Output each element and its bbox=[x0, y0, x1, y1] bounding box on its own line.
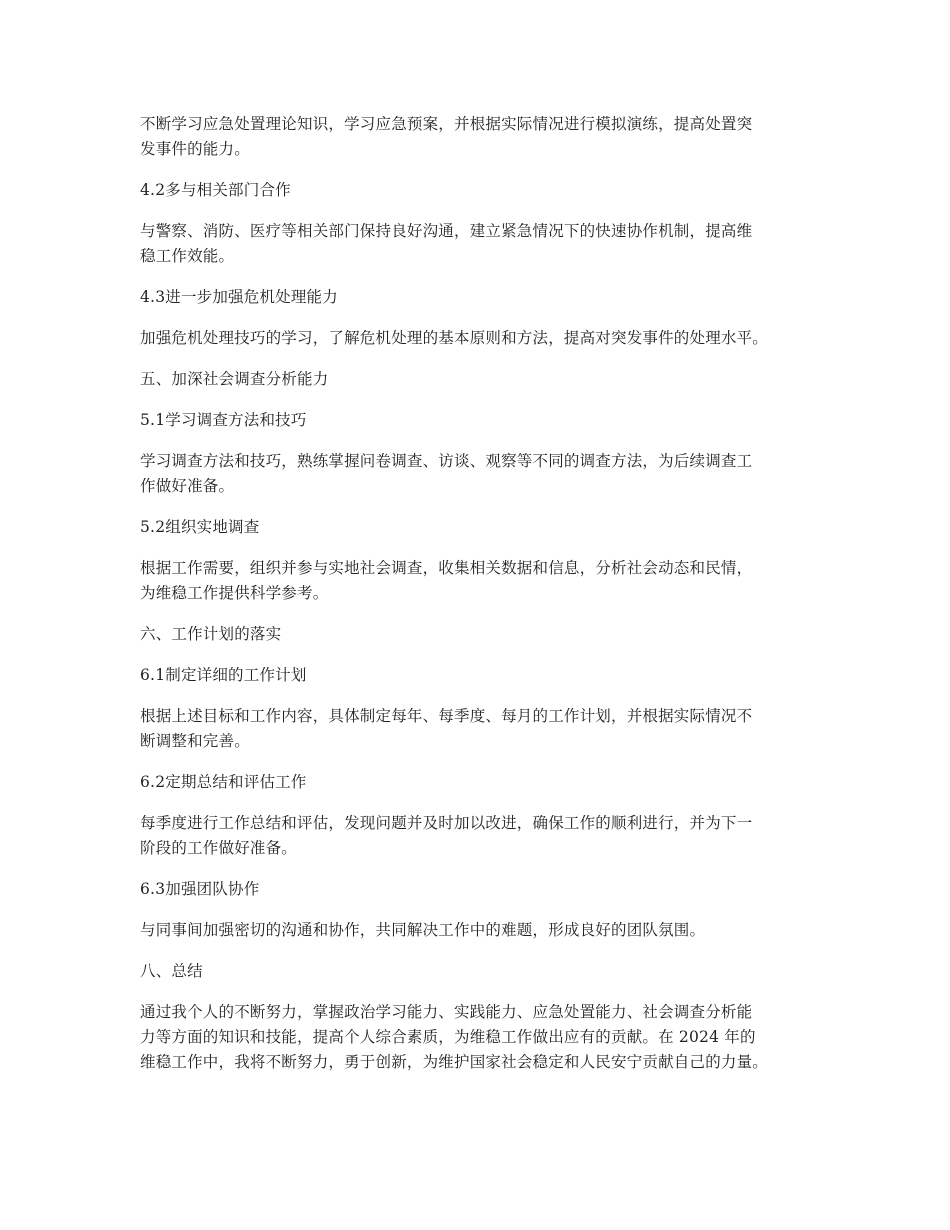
body-paragraph bbox=[140, 326, 830, 351]
body-paragraph bbox=[140, 556, 830, 606]
text-line: 与警察、消防、医疗等相关部门保持良好沟通，建立紧急情况下的快速协作机制，提高维 bbox=[140, 222, 753, 240]
text-line: 5.1学习调查方法和技巧 bbox=[140, 411, 307, 429]
text-line: 4.3进一步加强危机处理能力 bbox=[140, 288, 338, 306]
section-heading bbox=[140, 959, 830, 984]
text-line: 稳工作效能。 bbox=[140, 247, 235, 265]
text-line: 断调整和完善。 bbox=[140, 732, 250, 750]
text-line: 每季度进行工作总结和评估，发现问题并及时加以改进，确保工作的顺利进行，并为下一 bbox=[140, 814, 753, 832]
text-line: 根据工作需要，组织并参与实地社会调查，收集相关数据和信息，分析社会动态和民情， bbox=[140, 559, 753, 577]
section-heading bbox=[140, 515, 830, 540]
section-heading bbox=[140, 408, 830, 433]
text-line: 发事件的能力。 bbox=[140, 140, 250, 158]
body-paragraph bbox=[140, 219, 830, 269]
section-heading bbox=[140, 285, 830, 310]
body-paragraph bbox=[140, 704, 830, 754]
text-line: 通过我个人的不断努力，掌握政治学习能力、实践能力、应急处置能力、社会调查分析能 bbox=[140, 1003, 753, 1021]
section-heading bbox=[140, 178, 830, 203]
text-line: 6.1制定详细的工作计划 bbox=[140, 666, 307, 684]
text-line: 5.2组织实地调查 bbox=[140, 518, 260, 536]
text-line: 为维稳工作提供科学参考。 bbox=[140, 584, 329, 602]
text-line: 维稳工作中，我将不断努力，勇于创新，为维护国家社会稳定和人民安宁贡献自己的力量。 bbox=[140, 1053, 769, 1071]
body-paragraph bbox=[140, 112, 830, 162]
text-line: 6.3加强团队协作 bbox=[140, 880, 260, 898]
text-line: 加强危机处理技巧的学习，了解危机处理的基本原则和方法，提高对突发事件的处理水平。 bbox=[140, 329, 769, 347]
section-heading bbox=[140, 367, 830, 392]
text-line: 与同事间加强密切的沟通和协作，共同解决工作中的难题，形成良好的团队氛围。 bbox=[140, 921, 706, 939]
section-heading bbox=[140, 622, 830, 647]
section-heading bbox=[140, 877, 830, 902]
body-paragraph bbox=[140, 918, 830, 943]
section-heading bbox=[140, 663, 830, 688]
text-line: 不断学习应急处置理论知识，学习应急预案，并根据实际情况进行模拟演练，提高处置突 bbox=[140, 115, 753, 133]
document-body bbox=[140, 112, 830, 1075]
text-line: 力等方面的知识和技能，提高个人综合素质，为维稳工作做出应有的贡献。在 2024 年的 bbox=[140, 1028, 756, 1046]
text-line: 作做好准备。 bbox=[140, 477, 235, 495]
text-line: 4.2多与相关部门合作 bbox=[140, 181, 291, 199]
text-line: 根据上述目标和工作内容，具体制定每年、每季度、每月的工作计划，并根据实际情况不 bbox=[140, 707, 753, 725]
section-heading bbox=[140, 770, 830, 795]
body-paragraph bbox=[140, 811, 830, 861]
body-paragraph bbox=[140, 1000, 830, 1075]
body-paragraph bbox=[140, 449, 830, 499]
text-line: 学习调查方法和技巧，熟练掌握问卷调查、访谈、观察等不同的调查方法，为后续调查工 bbox=[140, 452, 753, 470]
text-line: 六、工作计划的落实 bbox=[140, 625, 282, 643]
text-line: 6.2定期总结和评估工作 bbox=[140, 773, 307, 791]
text-line: 五、加深社会调查分析能力 bbox=[140, 370, 329, 388]
text-line: 八、总结 bbox=[140, 962, 203, 980]
text-line: 阶段的工作做好准备。 bbox=[140, 839, 298, 857]
